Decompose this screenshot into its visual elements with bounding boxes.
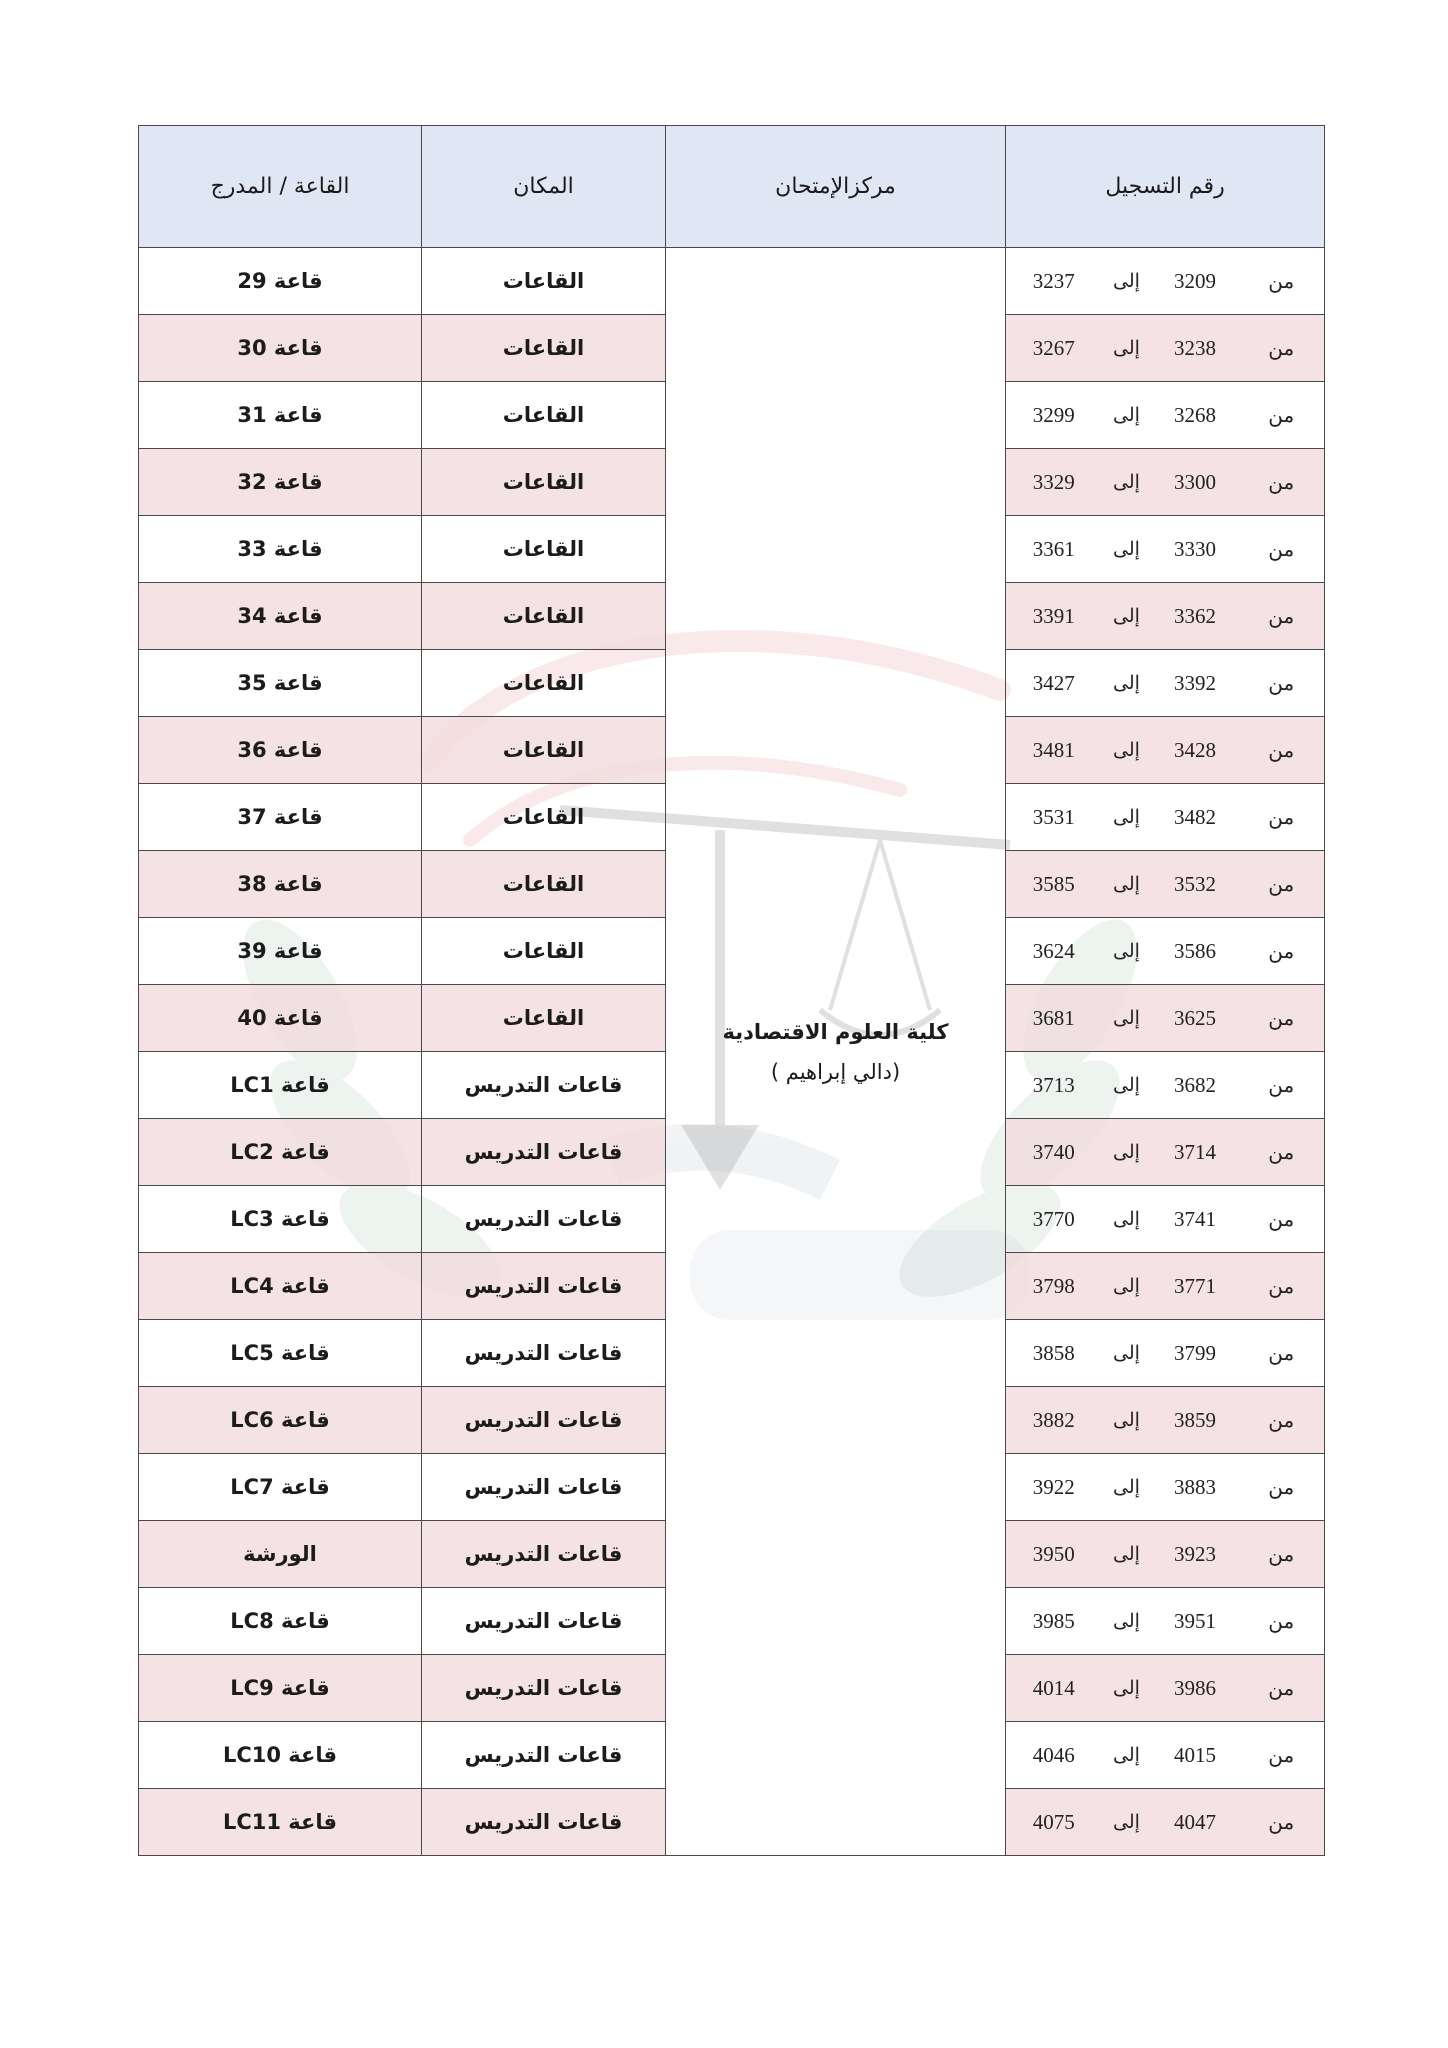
from-label: من (1239, 851, 1325, 918)
hall-cell: الورشة (139, 1521, 422, 1588)
to-label: إلى (1102, 516, 1152, 583)
from-label: من (1239, 1387, 1325, 1454)
place-cell: القاعات (422, 784, 666, 851)
to-label: إلى (1102, 1521, 1152, 1588)
from-label: من (1239, 1253, 1325, 1320)
registration-to: 3267 (1006, 315, 1102, 382)
from-label: من (1239, 650, 1325, 717)
from-label: من (1239, 1789, 1325, 1856)
from-label: من (1239, 449, 1325, 516)
registration-from: 3714 (1152, 1119, 1239, 1186)
registration-from: 3532 (1152, 851, 1239, 918)
exam-center-location: (دالي إبراهيم ) (770, 1059, 901, 1084)
registration-to: 4046 (1006, 1722, 1102, 1789)
place-cell: القاعات (422, 918, 666, 985)
from-label: من (1239, 1588, 1325, 1655)
to-label: إلى (1102, 449, 1152, 516)
to-label: إلى (1102, 1186, 1152, 1253)
exam-assignment-table (138, 125, 1325, 1856)
from-label: من (1239, 1454, 1325, 1521)
to-label: إلى (1102, 1655, 1152, 1722)
place-cell: قاعات التدريس (422, 1588, 666, 1655)
registration-to: 3531 (1006, 784, 1102, 851)
hall-cell: قاعة 39 (139, 918, 422, 985)
registration-from: 3428 (1152, 717, 1239, 784)
header-hall: القاعة / المدرج (139, 126, 422, 248)
from-label: من (1239, 1119, 1325, 1186)
registration-from: 3268 (1152, 382, 1239, 449)
to-label: إلى (1102, 382, 1152, 449)
registration-from: 3859 (1152, 1387, 1239, 1454)
registration-from: 3741 (1152, 1186, 1239, 1253)
place-cell: قاعات التدريس (422, 1655, 666, 1722)
exam-center-name: كلية العلوم الاقتصادية (722, 1019, 949, 1044)
hall-cell: قاعة LC9 (139, 1655, 422, 1722)
from-label: من (1239, 583, 1325, 650)
place-cell: القاعات (422, 650, 666, 717)
registration-to: 3427 (1006, 650, 1102, 717)
hall-cell: قاعة LC5 (139, 1320, 422, 1387)
registration-to: 3882 (1006, 1387, 1102, 1454)
header-place: المكان (422, 126, 666, 248)
registration-to: 3481 (1006, 717, 1102, 784)
registration-to: 3391 (1006, 583, 1102, 650)
registration-to: 3361 (1006, 516, 1102, 583)
registration-to: 3713 (1006, 1052, 1102, 1119)
to-label: إلى (1102, 1320, 1152, 1387)
from-label: من (1239, 1521, 1325, 1588)
from-label: من (1239, 717, 1325, 784)
to-label: إلى (1102, 918, 1152, 985)
hall-cell: قاعة LC8 (139, 1588, 422, 1655)
header-registration: رقم التسجيل (1006, 126, 1325, 248)
registration-to: 4014 (1006, 1655, 1102, 1722)
from-label: من (1239, 1722, 1325, 1789)
registration-from: 3923 (1152, 1521, 1239, 1588)
place-cell: القاعات (422, 248, 666, 315)
registration-from: 3951 (1152, 1588, 1239, 1655)
to-label: إلى (1102, 784, 1152, 851)
hall-cell: قاعة LC2 (139, 1119, 422, 1186)
registration-to: 3624 (1006, 918, 1102, 985)
to-label: إلى (1102, 583, 1152, 650)
to-label: إلى (1102, 1253, 1152, 1320)
registration-from: 3625 (1152, 985, 1239, 1052)
registration-from: 3799 (1152, 1320, 1239, 1387)
registration-from: 3392 (1152, 650, 1239, 717)
to-label: إلى (1102, 248, 1152, 315)
place-cell: القاعات (422, 449, 666, 516)
registration-to: 3299 (1006, 382, 1102, 449)
hall-cell: قاعة LC11 (139, 1789, 422, 1856)
from-label: من (1239, 516, 1325, 583)
registration-to: 3798 (1006, 1253, 1102, 1320)
from-label: من (1239, 315, 1325, 382)
to-label: إلى (1102, 1387, 1152, 1454)
to-label: إلى (1102, 315, 1152, 382)
place-cell: قاعات التدريس (422, 1387, 666, 1454)
hall-cell: قاعة 29 (139, 248, 422, 315)
hall-cell: قاعة 37 (139, 784, 422, 851)
from-label: من (1239, 382, 1325, 449)
to-label: إلى (1102, 1454, 1152, 1521)
hall-cell: قاعة LC6 (139, 1387, 422, 1454)
hall-cell: قاعة 40 (139, 985, 422, 1052)
place-cell: قاعات التدريس (422, 1186, 666, 1253)
hall-cell: قاعة 31 (139, 382, 422, 449)
registration-from: 3300 (1152, 449, 1239, 516)
registration-from: 4047 (1152, 1789, 1239, 1856)
to-label: إلى (1102, 1052, 1152, 1119)
registration-from: 3986 (1152, 1655, 1239, 1722)
to-label: إلى (1102, 1588, 1152, 1655)
to-label: إلى (1102, 650, 1152, 717)
to-label: إلى (1102, 1119, 1152, 1186)
hall-cell: قاعة LC10 (139, 1722, 422, 1789)
to-label: إلى (1102, 1789, 1152, 1856)
registration-from: 3682 (1152, 1052, 1239, 1119)
exam-center-cell (666, 248, 1006, 1856)
hall-cell: قاعة 35 (139, 650, 422, 717)
registration-from: 3883 (1152, 1454, 1239, 1521)
place-cell: القاعات (422, 315, 666, 382)
hall-cell: قاعة LC3 (139, 1186, 422, 1253)
to-label: إلى (1102, 1722, 1152, 1789)
hall-cell: قاعة 32 (139, 449, 422, 516)
registration-to: 3681 (1006, 985, 1102, 1052)
from-label: من (1239, 985, 1325, 1052)
from-label: من (1239, 1052, 1325, 1119)
place-cell: قاعات التدريس (422, 1521, 666, 1588)
hall-cell: قاعة LC1 (139, 1052, 422, 1119)
place-cell: القاعات (422, 516, 666, 583)
registration-from: 3362 (1152, 583, 1239, 650)
registration-to: 3858 (1006, 1320, 1102, 1387)
registration-from: 3771 (1152, 1253, 1239, 1320)
from-label: من (1239, 918, 1325, 985)
registration-to: 3770 (1006, 1186, 1102, 1253)
registration-from: 3238 (1152, 315, 1239, 382)
registration-to: 3950 (1006, 1521, 1102, 1588)
hall-cell: قاعة 34 (139, 583, 422, 650)
table-body (139, 248, 1325, 1856)
hall-cell: قاعة 36 (139, 717, 422, 784)
hall-cell: قاعة 38 (139, 851, 422, 918)
hall-cell: قاعة LC7 (139, 1454, 422, 1521)
registration-to: 3740 (1006, 1119, 1102, 1186)
registration-to: 3329 (1006, 449, 1102, 516)
registration-from: 3209 (1152, 248, 1239, 315)
from-label: من (1239, 784, 1325, 851)
table-row (139, 248, 1325, 315)
registration-to: 3237 (1006, 248, 1102, 315)
place-cell: قاعات التدريس (422, 1052, 666, 1119)
place-cell: القاعات (422, 851, 666, 918)
place-cell: القاعات (422, 717, 666, 784)
registration-to: 3985 (1006, 1588, 1102, 1655)
from-label: من (1239, 248, 1325, 315)
place-cell: القاعات (422, 583, 666, 650)
to-label: إلى (1102, 985, 1152, 1052)
place-cell: قاعات التدريس (422, 1789, 666, 1856)
from-label: من (1239, 1186, 1325, 1253)
place-cell: قاعات التدريس (422, 1320, 666, 1387)
header-center: مركزالإمتحان (666, 126, 1006, 248)
registration-from: 3482 (1152, 784, 1239, 851)
hall-cell: قاعة LC4 (139, 1253, 422, 1320)
place-cell: قاعات التدريس (422, 1454, 666, 1521)
place-cell: قاعات التدريس (422, 1253, 666, 1320)
registration-from: 4015 (1152, 1722, 1239, 1789)
place-cell: قاعات التدريس (422, 1119, 666, 1186)
hall-cell: قاعة 33 (139, 516, 422, 583)
registration-to: 4075 (1006, 1789, 1102, 1856)
registration-from: 3330 (1152, 516, 1239, 583)
hall-cell: قاعة 30 (139, 315, 422, 382)
to-label: إلى (1102, 717, 1152, 784)
place-cell: القاعات (422, 382, 666, 449)
registration-from: 3586 (1152, 918, 1239, 985)
registration-to: 3922 (1006, 1454, 1102, 1521)
to-label: إلى (1102, 851, 1152, 918)
place-cell: القاعات (422, 985, 666, 1052)
place-cell: قاعات التدريس (422, 1722, 666, 1789)
from-label: من (1239, 1655, 1325, 1722)
registration-to: 3585 (1006, 851, 1102, 918)
from-label: من (1239, 1320, 1325, 1387)
table-header-row (139, 126, 1325, 248)
